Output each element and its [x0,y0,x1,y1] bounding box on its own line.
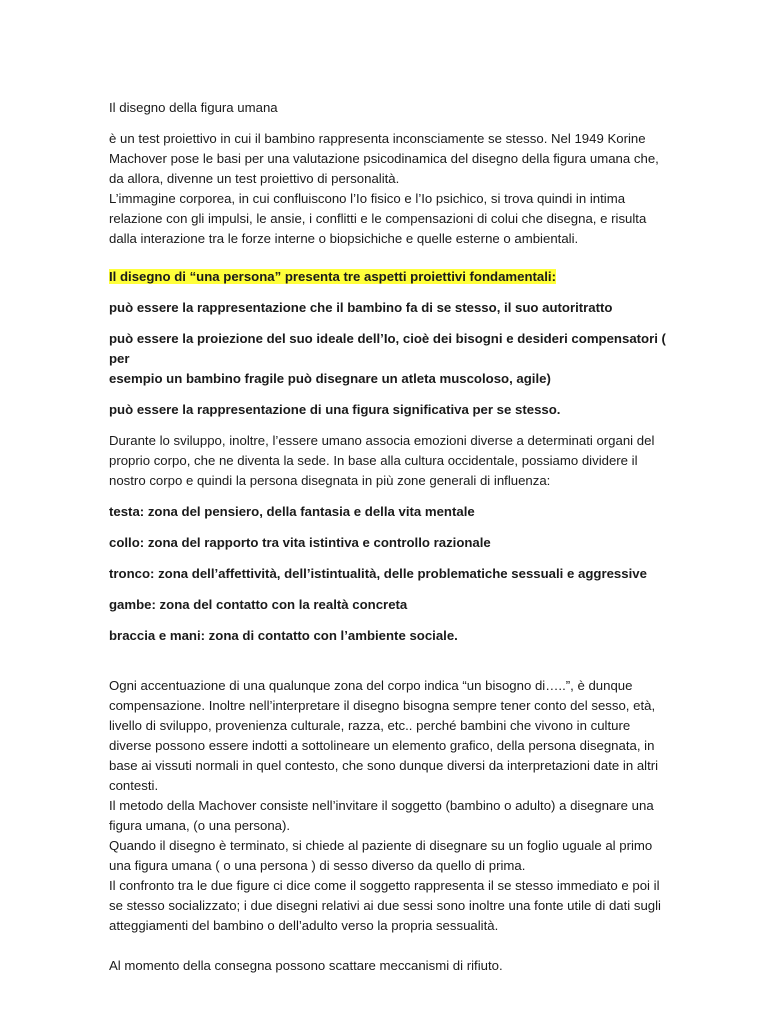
body-line: diverse possono essere indotti a sottolineare un elemento grafico, della persona disegnata, in [109,738,655,753]
development-line: proprio corpo, che ne diventa la sede. In base alla cultura occidentale, possiamo dividere il [109,453,638,468]
body-line: Il confronto tra le due figure ci dice come il soggetto rappresenta il se stesso immediato e poi il [109,878,660,893]
body-line: Ogni accentuazione di una qualunque zona del corpo indica “un bisogno di…..”, è dunque [109,678,633,693]
highlighted-heading: Il disegno di “una persona” presenta tre aspetti proiettivi fondamentali: [109,269,556,284]
intro-line: relazione con gli impulsi, le ansie, i conflitti e le compensazioni di colui che disegna, e risulta [109,211,647,226]
aspect-item [109,400,669,420]
body-line: compensazione. Inoltre nell’interpretare il disegno bisogna sempre tener conto del sesso, età, [109,698,656,713]
body-line: livello di sviluppo, provenienza culturale, razza, etc.. perché bambini che vivono in culture [109,718,631,733]
intro-line: da allora, divenne un test proiettivo di personalità. [109,171,400,186]
intro-line: è un test proiettivo in cui il bambino rappresenta inconsciamente se stesso. Nel 1949 Korine [109,131,646,146]
development-line: nostro corpo e quindi la persona disegnata in più zone generali di influenza: [109,473,551,488]
document-title: Il disegno della figura umana [109,100,278,115]
body-paragraph [109,676,669,936]
aspect-line: può essere la rappresentazione che il bambino fa di se stesso, il suo autoritratto [109,300,613,315]
intro-paragraph [109,129,669,249]
blank-line [109,657,669,676]
body-line: base ai vissuti normali in quel contesto, che sono dunque diversi da interpretazioni date in altri [109,758,659,773]
closing-line: Al momento della consegna possono scattare meccanismi di rifiuto. [109,958,503,973]
body-line: atteggiamenti del bambino o dell’adulto verso la propria sessualità. [109,918,499,933]
development-paragraph [109,431,669,491]
development-line: Durante lo sviluppo, inoltre, l’essere umano associa emozioni diverse a determinati organi del [109,433,655,448]
zone-item: tronco: zona dell’affettività, dell’istintualità, delle problematiche sessuali e aggressive [109,566,647,581]
intro-line: L’immagine corporea, in cui confluiscono l’Io fisico e l’Io psichico, si trova quindi in intima [109,191,626,206]
aspect-item [109,298,669,318]
aspect-line: può essere la proiezione del suo ideale dell’Io, cioè dei bisogni e desideri compensatori ( per [109,331,666,366]
zone-item: gambe: zona del contatto con la realtà concreta [109,597,408,612]
body-line: contesti. [109,778,159,793]
zone-item: collo: zona del rapporto tra vita istintiva e controllo razionale [109,535,491,550]
zone-item: braccia e mani: zona di contatto con l’ambiente sociale. [109,628,458,643]
aspect-line: esempio un bambino fragile può disegnare un atleta muscoloso, agile) [109,371,551,386]
body-line: figura umana, (o una persona). [109,818,291,833]
body-line: Quando il disegno è terminato, si chiede al paziente di disegnare su un foglio uguale al primo [109,838,653,853]
body-line: se stesso socializzato; i due disegni relativi ai due sessi sono inoltre una fonte utile di dati sugli [109,898,661,913]
zone-item: testa: zona del pensiero, della fantasia e della vita mentale [109,504,475,519]
body-line: Il metodo della Machover consiste nell’invitare il soggetto (bambino o adulto) a disegnare una [109,798,654,813]
highlight-paragraph [109,267,669,287]
intro-line: dalla interazione tra le forze interne o biopsichiche e quelle esterne o ambientali. [109,231,579,246]
intro-line: Machover pose le basi per una valutazione psicodinamica del disegno della figura umana che, [109,151,659,166]
document-page [109,98,669,987]
aspect-line: può essere la rappresentazione di una figura significativa per se stesso. [109,402,561,417]
aspect-item [109,329,669,389]
body-line: una figura umana ( o una persona ) di sesso diverso da quello di prima. [109,858,526,873]
